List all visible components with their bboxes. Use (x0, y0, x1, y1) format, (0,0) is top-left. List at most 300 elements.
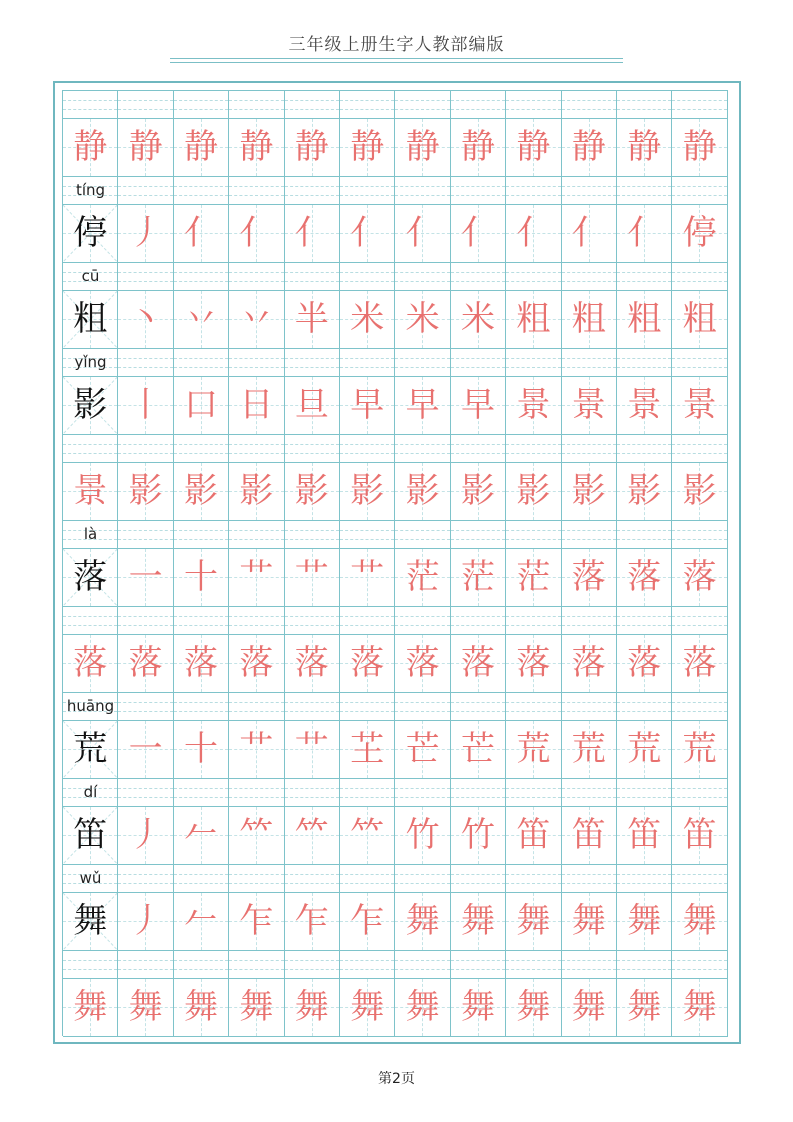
stroke-order-character: 影 (682, 471, 717, 511)
tracing-cell (174, 119, 229, 176)
tracing-cell (617, 119, 672, 176)
pinyin-label: cū (81, 267, 100, 285)
stroke-order-character: 亻 (350, 213, 385, 253)
pinyin-guide-cell (229, 607, 284, 634)
pinyin-guide-cell (672, 779, 727, 806)
stroke-order-character: 丿 (128, 815, 163, 855)
tracing-cell (118, 979, 173, 1036)
stroke-order-character: 影 (183, 471, 218, 511)
stroke-order-character: 影 (516, 471, 551, 511)
stroke-order-character: 舞 (405, 901, 440, 941)
model-character: 舞 (73, 901, 108, 941)
pinyin-label: yǐng (74, 353, 107, 371)
model-character: 静 (73, 127, 108, 167)
pinyin-guide-cell (118, 607, 173, 634)
tracing-cell (617, 893, 672, 950)
tracing-cell (506, 205, 561, 262)
stroke-order-character: 丿 (128, 213, 163, 253)
stroke-order-character: 亻 (460, 213, 495, 253)
pinyin-guide-cell (451, 91, 506, 118)
stroke-order-character: 亻 (405, 213, 440, 253)
page-number: 第2页 (378, 1071, 415, 1087)
stroke-order-character: 艹 (350, 557, 385, 597)
stroke-order-character: 荒 (682, 729, 717, 769)
tracing-cell (229, 549, 284, 606)
stroke-order-character: 艹 (239, 729, 274, 769)
pinyin-guide-cell (118, 521, 173, 548)
stroke-order-character: 芒 (405, 729, 440, 769)
pinyin-guide-cell (395, 177, 450, 204)
pinyin-guide-cell (506, 693, 561, 720)
pinyin-guide-cell (285, 91, 340, 118)
pinyin-guide-cell (118, 865, 173, 892)
stroke-order-character: 茫 (460, 557, 495, 597)
character-band (63, 549, 728, 607)
tracing-cell (506, 635, 561, 692)
stroke-order-character: 落 (627, 557, 662, 597)
stroke-order-character: 舞 (350, 987, 385, 1027)
model-character-cell (63, 463, 118, 520)
pinyin-guide-cell (506, 951, 561, 978)
tracing-cell (672, 549, 727, 606)
stroke-order-character: 荒 (516, 729, 551, 769)
stroke-order-character: 影 (627, 471, 662, 511)
stroke-order-character: 景 (571, 385, 606, 425)
pinyin-guide-cell (451, 521, 506, 548)
pinyin-guide-cell (395, 263, 450, 290)
stroke-order-character: 景 (516, 385, 551, 425)
tracing-cell (118, 893, 173, 950)
tracing-cell (672, 463, 727, 520)
stroke-order-character: 影 (128, 471, 163, 511)
tracing-cell (562, 119, 617, 176)
stroke-order-character: 竹 (405, 815, 440, 855)
tracing-cell (118, 205, 173, 262)
stroke-order-character: 荒 (627, 729, 662, 769)
tracing-cell (617, 377, 672, 434)
model-character: 影 (73, 385, 108, 425)
stroke-order-character: 舞 (460, 987, 495, 1027)
pinyin-guide-cell (229, 91, 284, 118)
stroke-order-character: 一 (128, 729, 163, 769)
stroke-order-character: 落 (627, 643, 662, 683)
pinyin-guide-cell (617, 91, 672, 118)
tracing-cell (672, 893, 727, 950)
stroke-order-character: 𥫗 (350, 815, 385, 855)
pinyin-guide-cell (63, 91, 118, 118)
tracing-cell (395, 119, 450, 176)
stroke-order-character: 影 (239, 471, 274, 511)
tracing-cell (395, 463, 450, 520)
model-character: 落 (73, 557, 108, 597)
model-character-cell (63, 377, 118, 434)
pinyin-band (63, 607, 728, 635)
stroke-order-character: 亻 (294, 213, 329, 253)
model-character-cell (63, 549, 118, 606)
tracing-cell (229, 119, 284, 176)
tracing-cell (672, 119, 727, 176)
stroke-order-character: 影 (460, 471, 495, 511)
stroke-order-character: 乍 (239, 901, 274, 941)
stroke-order-character: 落 (571, 557, 606, 597)
stroke-order-character: 荒 (571, 729, 606, 769)
pinyin-guide-cell (229, 177, 284, 204)
pinyin-band (63, 263, 728, 291)
tracing-cell (118, 721, 173, 778)
tracing-cell (506, 893, 561, 950)
tracing-cell (174, 721, 229, 778)
pinyin-guide-cell (451, 951, 506, 978)
tracing-cell (285, 807, 340, 864)
pinyin-guide-cell (229, 951, 284, 978)
stroke-order-character: 竹 (460, 815, 495, 855)
stroke-order-character: 亻 (516, 213, 551, 253)
model-character: 景 (73, 471, 108, 511)
pinyin-guide-cell (340, 91, 395, 118)
tracing-cell (174, 979, 229, 1036)
tracing-cell (451, 721, 506, 778)
tracing-cell (451, 119, 506, 176)
stroke-order-character: 落 (460, 643, 495, 683)
tracing-cell (285, 549, 340, 606)
pinyin-band (63, 91, 728, 119)
tracing-cell (562, 463, 617, 520)
stroke-order-character: 舞 (682, 987, 717, 1027)
model-character-cell (63, 119, 118, 176)
pinyin-guide-cell (118, 349, 173, 376)
stroke-order-character: 景 (682, 385, 717, 425)
pinyin-guide-cell (229, 779, 284, 806)
tracing-cell (285, 721, 340, 778)
tracing-cell (174, 635, 229, 692)
tracing-cell (285, 377, 340, 434)
pinyin-guide-cell (340, 865, 395, 892)
character-band (63, 635, 728, 693)
pinyin-guide-cell (562, 951, 617, 978)
pinyin-guide-cell (285, 521, 340, 548)
stroke-order-character: 亻 (627, 213, 662, 253)
tracing-cell (229, 635, 284, 692)
pinyin-guide-cell (617, 865, 672, 892)
stroke-order-character: 落 (128, 643, 163, 683)
stroke-order-character: 𥫗 (294, 815, 329, 855)
pinyin-band (63, 865, 728, 893)
stroke-order-character: 早 (460, 385, 495, 425)
pinyin-guide-cell (506, 865, 561, 892)
stroke-order-character: 落 (682, 643, 717, 683)
model-character: 荒 (73, 729, 108, 769)
tracing-cell (562, 979, 617, 1036)
stroke-order-character: 丿 (128, 901, 163, 941)
pinyin-guide-cell (672, 177, 727, 204)
character-band (63, 721, 728, 779)
stroke-order-character: 静 (571, 127, 606, 167)
tracing-cell (451, 807, 506, 864)
stroke-order-character: 静 (682, 127, 717, 167)
pinyin-guide-cell (174, 435, 229, 462)
pinyin-guide-cell (118, 263, 173, 290)
stroke-order-character: 乍 (350, 901, 385, 941)
model-character-cell (63, 979, 118, 1036)
pinyin-guide-cell (285, 865, 340, 892)
tracing-cell (229, 721, 284, 778)
stroke-order-character: 茫 (405, 557, 440, 597)
pinyin-guide-cell (617, 951, 672, 978)
tracing-cell (451, 377, 506, 434)
tracing-cell (451, 463, 506, 520)
pinyin-guide-cell (395, 951, 450, 978)
pinyin-band (63, 693, 728, 721)
tracing-cell (506, 463, 561, 520)
tracing-cell (174, 205, 229, 262)
model-character-cell (63, 807, 118, 864)
character-band (63, 291, 728, 349)
stroke-order-character: 笛 (516, 815, 551, 855)
tracing-cell (672, 979, 727, 1036)
tracing-cell (451, 893, 506, 950)
pinyin-guide-cell (229, 435, 284, 462)
tracing-cell (340, 205, 395, 262)
character-band (63, 119, 728, 177)
tracing-cell (395, 205, 450, 262)
stroke-order-character: 艹 (294, 557, 329, 597)
pinyin-guide-cell (285, 607, 340, 634)
stroke-order-character: 舞 (239, 987, 274, 1027)
pinyin-guide-cell (395, 91, 450, 118)
tracing-cell (285, 635, 340, 692)
stroke-order-character: 米 (405, 299, 440, 339)
pinyin-guide-cell (451, 177, 506, 204)
pinyin-guide-cell (229, 521, 284, 548)
pinyin-guide-cell (451, 435, 506, 462)
tracing-cell (506, 291, 561, 348)
pinyin-band (63, 349, 728, 377)
pinyin-guide-cell (285, 779, 340, 806)
pinyin-guide-cell (672, 865, 727, 892)
pinyin-guide-cell (617, 779, 672, 806)
stroke-order-character: 口 (183, 385, 218, 425)
pinyin-guide-cell (63, 435, 118, 462)
tracing-cell (562, 377, 617, 434)
tracing-cell (118, 807, 173, 864)
pinyin-guide-cell (285, 951, 340, 978)
model-character: 落 (73, 643, 108, 683)
pinyin-guide-cell (451, 263, 506, 290)
stroke-order-character: 旦 (294, 385, 329, 425)
tracing-cell (340, 721, 395, 778)
tracing-cell (340, 377, 395, 434)
pinyin-guide-cell (506, 435, 561, 462)
stroke-order-character: 𥫗 (239, 815, 274, 855)
pinyin-guide-cell (562, 607, 617, 634)
stroke-order-character: 舞 (460, 901, 495, 941)
pinyin-guide-cell (340, 349, 395, 376)
pinyin-guide-cell (285, 349, 340, 376)
model-character-cell (63, 721, 118, 778)
pinyin-guide-cell (174, 607, 229, 634)
stroke-order-character: 𠂉 (183, 901, 218, 941)
stroke-order-character: 𠂉 (183, 815, 218, 855)
tracing-cell (562, 807, 617, 864)
pinyin-label: tíng (75, 181, 106, 199)
pinyin-band (63, 435, 728, 463)
tracing-cell (506, 979, 561, 1036)
model-character: 停 (73, 213, 108, 253)
stroke-order-character: 早 (350, 385, 385, 425)
tracing-cell (562, 635, 617, 692)
pinyin-guide-cell (395, 435, 450, 462)
model-character-cell (63, 635, 118, 692)
pinyin-guide-cell (672, 435, 727, 462)
pinyin-guide-cell (174, 693, 229, 720)
pinyin-guide-cell (672, 693, 727, 720)
title-rule (170, 58, 623, 59)
tracing-cell (285, 205, 340, 262)
tracing-cell (340, 463, 395, 520)
tracing-cell (562, 205, 617, 262)
tracing-cell (617, 635, 672, 692)
tracing-cell (672, 635, 727, 692)
pinyin-guide-cell (395, 779, 450, 806)
pinyin-band (63, 177, 728, 205)
pinyin-guide-cell (562, 693, 617, 720)
tracing-cell (340, 979, 395, 1036)
model-character-cell (63, 291, 118, 348)
tracing-cell (395, 291, 450, 348)
stroke-order-character: 粗 (682, 299, 717, 339)
pinyin-guide-cell (174, 951, 229, 978)
tracing-cell (340, 549, 395, 606)
pinyin-guide-cell (506, 349, 561, 376)
stroke-order-character: 十 (183, 557, 218, 597)
stroke-order-character: 舞 (516, 901, 551, 941)
pinyin-guide-cell (174, 91, 229, 118)
pinyin-guide-cell (562, 779, 617, 806)
stroke-order-character: 舞 (627, 987, 662, 1027)
stroke-order-character: 十 (183, 729, 218, 769)
pinyin-guide-cell (229, 865, 284, 892)
pinyin-guide-cell (63, 951, 118, 978)
tracing-cell (617, 205, 672, 262)
character-band (63, 893, 728, 951)
tracing-cell (395, 377, 450, 434)
pinyin-guide-cell (617, 693, 672, 720)
tracing-cell (229, 463, 284, 520)
stroke-order-character: 落 (294, 643, 329, 683)
stroke-order-character: 粗 (516, 299, 551, 339)
tracing-cell (395, 721, 450, 778)
stroke-order-character: 景 (627, 385, 662, 425)
stroke-order-character: 一 (128, 557, 163, 597)
stroke-order-character: 舞 (571, 987, 606, 1027)
pinyin-guide-cell (174, 177, 229, 204)
tracing-cell (174, 463, 229, 520)
pinyin-guide-cell (562, 91, 617, 118)
pinyin-guide-cell (340, 177, 395, 204)
tracing-cell (506, 807, 561, 864)
stroke-order-character: 米 (350, 299, 385, 339)
stroke-order-character: 影 (405, 471, 440, 511)
stroke-order-character: 落 (571, 643, 606, 683)
tracing-cell (506, 377, 561, 434)
pinyin-label: huāng (66, 697, 115, 715)
pinyin-guide-cell (229, 263, 284, 290)
stroke-order-character: 静 (350, 127, 385, 167)
stroke-order-character: 艹 (294, 729, 329, 769)
model-character-cell (63, 205, 118, 262)
pinyin-guide-cell (118, 951, 173, 978)
pinyin-guide-cell (617, 521, 672, 548)
pinyin-guide-cell (229, 693, 284, 720)
tracing-cell (229, 893, 284, 950)
pinyin-label: là (83, 525, 98, 543)
pinyin-guide-cell (285, 177, 340, 204)
stroke-order-character: 影 (294, 471, 329, 511)
tracing-cell (451, 979, 506, 1036)
tracing-cell (340, 635, 395, 692)
tracing-cell (174, 377, 229, 434)
stroke-order-character: 静 (183, 127, 218, 167)
tracing-cell (395, 979, 450, 1036)
stroke-order-character: 落 (682, 557, 717, 597)
pinyin-guide-cell (174, 521, 229, 548)
pinyin-guide-cell (340, 779, 395, 806)
pinyin-guide-cell (340, 521, 395, 548)
stroke-order-character: 静 (239, 127, 274, 167)
stroke-order-character: 半 (294, 299, 329, 339)
tracing-cell (118, 119, 173, 176)
stroke-order-character: 影 (571, 471, 606, 511)
stroke-order-character: 舞 (627, 901, 662, 941)
tracing-cell (118, 377, 173, 434)
pinyin-guide-cell (340, 263, 395, 290)
tracing-cell (672, 721, 727, 778)
tracing-cell (285, 463, 340, 520)
tracing-cell (174, 893, 229, 950)
pinyin-guide-cell (285, 263, 340, 290)
stroke-order-character: 静 (294, 127, 329, 167)
pinyin-guide-cell (562, 865, 617, 892)
stroke-order-character: 舞 (571, 901, 606, 941)
stroke-order-character: 落 (405, 643, 440, 683)
pinyin-label: wǔ (79, 869, 102, 887)
tracing-cell (118, 463, 173, 520)
pinyin-guide-cell (451, 607, 506, 634)
tracing-cell (617, 979, 672, 1036)
practice-grid (62, 90, 728, 1036)
pinyin-guide-cell (672, 263, 727, 290)
pinyin-guide-cell (118, 177, 173, 204)
stroke-order-character: 丶 (128, 299, 163, 339)
pinyin-guide-cell (285, 693, 340, 720)
pinyin-band (63, 951, 728, 979)
character-band (63, 979, 728, 1037)
tracing-cell (562, 549, 617, 606)
stroke-order-character: 粗 (627, 299, 662, 339)
pinyin-guide-cell (451, 693, 506, 720)
tracing-cell (174, 807, 229, 864)
tracing-cell (617, 291, 672, 348)
pinyin-guide-cell (672, 951, 727, 978)
stroke-order-character: 舞 (183, 987, 218, 1027)
pinyin-band (63, 779, 728, 807)
stroke-order-character: 落 (239, 643, 274, 683)
tracing-cell (395, 635, 450, 692)
tracing-cell (118, 549, 173, 606)
pinyin-guide-cell (506, 91, 561, 118)
tracing-cell (340, 291, 395, 348)
pinyin-guide-cell (506, 521, 561, 548)
